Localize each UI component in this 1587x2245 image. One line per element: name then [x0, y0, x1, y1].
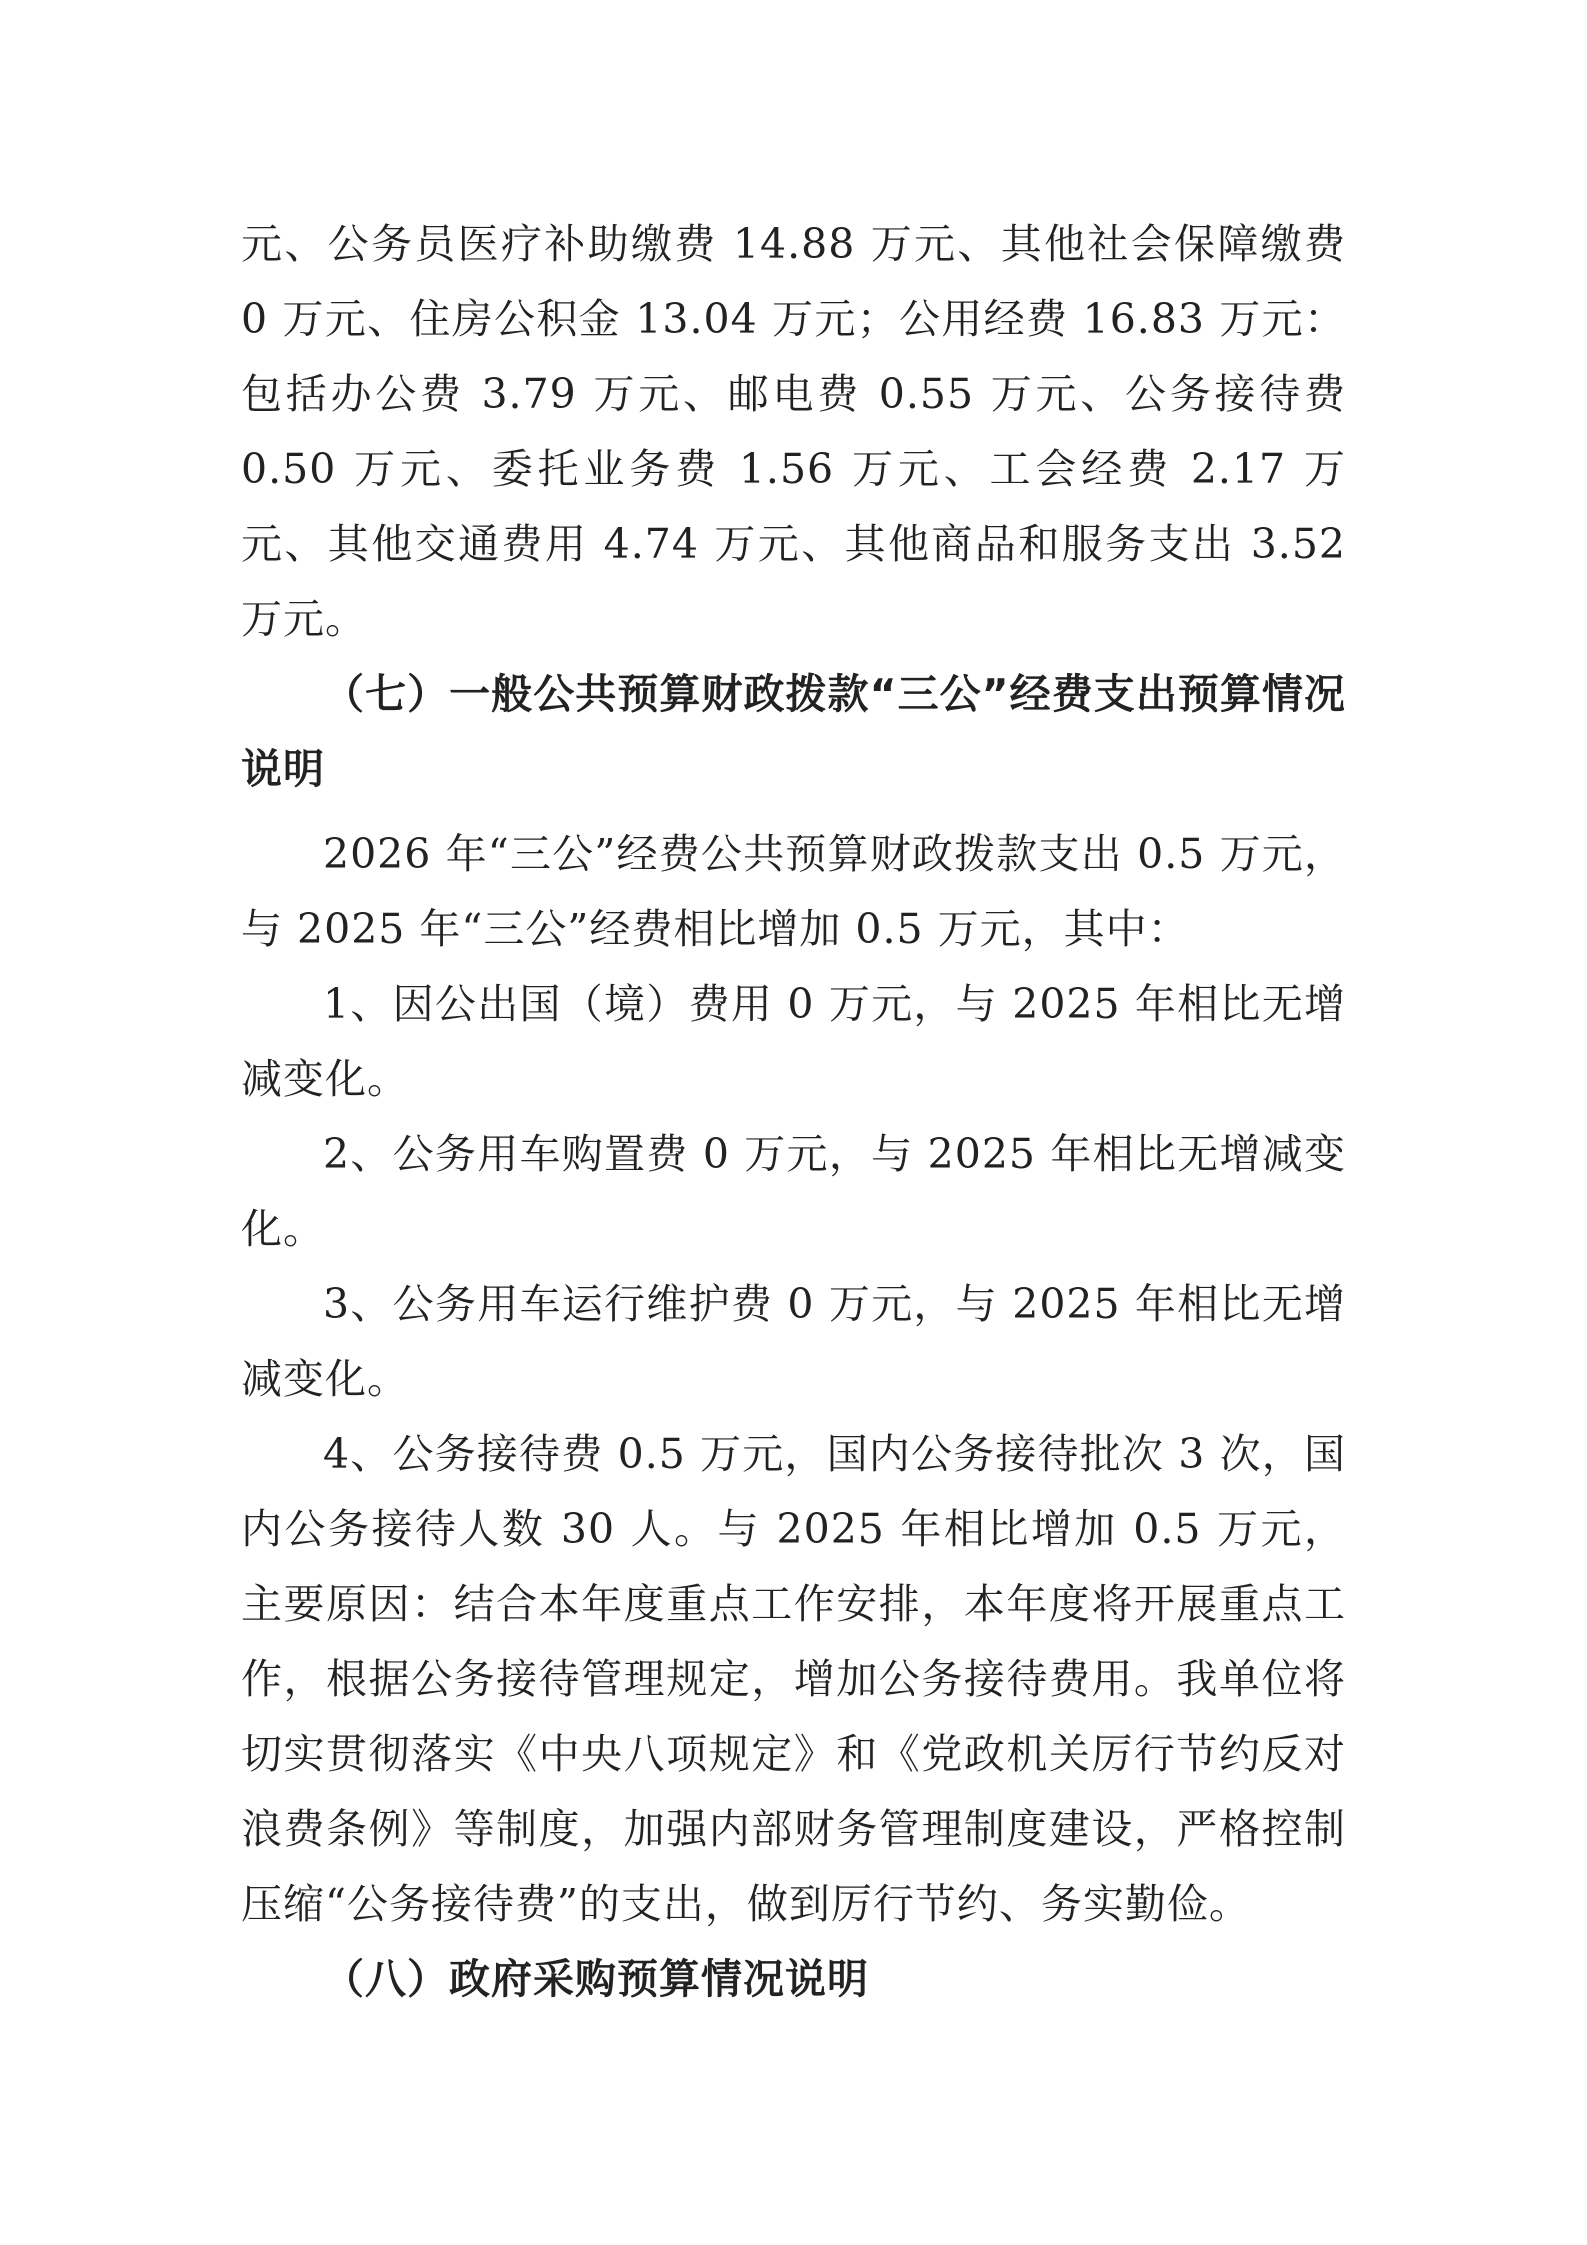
list-item-vehicle-purchase: 2、公务用车购置费 0 万元，与 2025 年相比无增减变化。 [241, 1130, 1346, 1253]
list-item-overseas-travel: 1、因公出国（境）费用 0 万元，与 2025 年相比无增减变化。 [241, 980, 1346, 1103]
list-item-official-reception: 4、公务接待费 0.5 万元，国内公务接待批次 3 次，国内公务接待人数 30 人。与 2025 年相比增加 0.5 万元，主要原因：结合本年度重点工作安排，本年度将开展重点工作，根据公务接待管理规定，增加公务接待费用。我单位将切实贯彻落实《中央八项规定》和《党政机关厉行节约反对浪费条例》等制度，加强内部财务管理制度建设，严格控制压缩“公务接待费”的支出，做到厉行节约、务实勤俭。 [241, 1430, 1346, 1928]
document-body [241, 207, 1346, 2017]
list-item-vehicle-maintenance: 3、公务用车运行维护费 0 万元，与 2025 年相比无增减变化。 [241, 1280, 1346, 1403]
section-heading-eight: （八）政府采购预算情况说明 [323, 1955, 869, 2003]
paragraph-three-public-summary: 2026 年“三公”经费公共预算财政拨款支出 0.5 万元，与 2025 年“三公”经费相比增加 0.5 万元，其中： [241, 830, 1346, 953]
section-heading-seven: （七）一般公共预算财政拨款“三公”经费支出预算情况说明 [241, 670, 1346, 793]
paragraph-personnel-expenses: 元、公务员医疗补助缴费 14.88 万元、其他社会保障缴费 0 万元、住房公积金 13.04 万元；公用经费 16.83 万元：包括办公费 3.79 万元、邮电费 0.55 万元、公务接待费 0.50 万元、委托业务费 1.56 万元、工会经费 2.17 万元、其他交通费用 4.74 万元、其他商品和服务支出 3.52 万元。 [241, 220, 1346, 643]
